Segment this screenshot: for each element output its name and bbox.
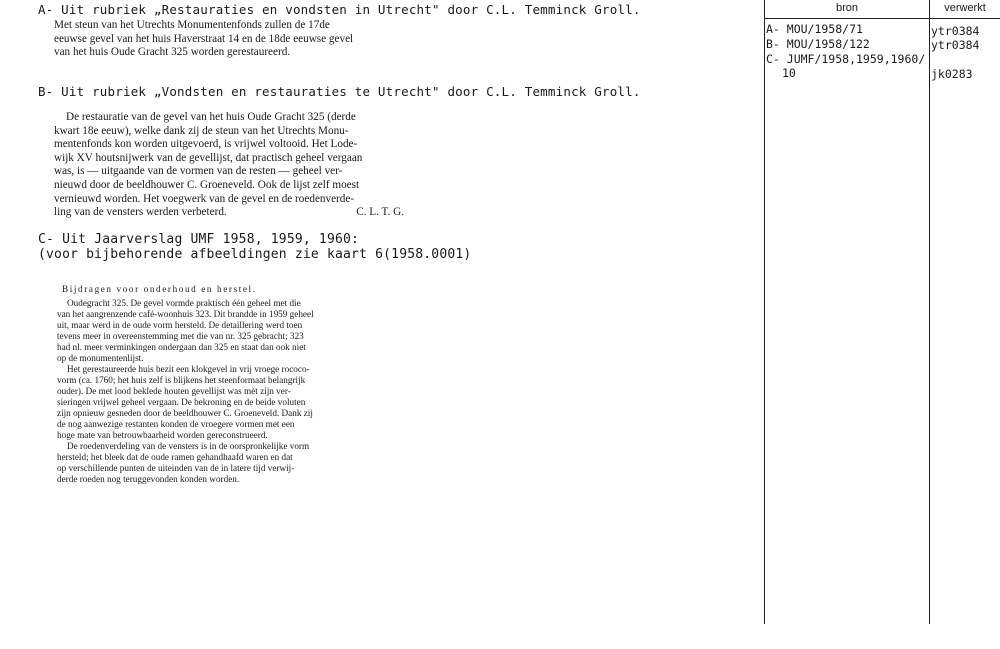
text-line: zijn opnieuw gesneden door de beeldhouwer C. Groeneveld. Dank zij [57, 408, 313, 418]
text-line: tevens meer in overeenstemming met die van nr. 325 gebracht; 323 [57, 331, 304, 341]
text-line: op de monumentenlijst. [57, 353, 144, 363]
bron-cell-b: B- MOU/1958/122 [766, 37, 870, 51]
header-verwerkt: verwerkt [944, 2, 986, 14]
text-line: De roedenverdeling van de vensters is in de oorspronkelijke vorm [67, 441, 310, 451]
table-left-border [764, 0, 765, 624]
text-line: de nog aanwezige restanten konden de vroegere vormen met een [57, 419, 295, 429]
text-line: vorm (ca. 1760; het huis zelf is blijkens het steenformaat belangrijk [57, 375, 306, 385]
section-b-heading: B- Uit rubriek „Vondsten en restauraties te Utrecht" door C.L. Temminck Groll. [38, 84, 641, 99]
verwerkt-cell-b: ytr0384 [931, 38, 980, 52]
text-line: op verschillende punten de uiteinden van de in latere tijd verwij- [57, 463, 295, 473]
section-c-heading: C- Uit Jaarverslag UMF 1958, 1959, 1960: [38, 232, 360, 247]
verwerkt-cell-a: ytr0384 [931, 24, 980, 38]
text-line: van het aangrenzende café-woonhuis 323. Dit brandde in 1959 geheel [57, 309, 314, 319]
section-c-text [57, 298, 314, 485]
text-line: hersteld; het bleek dat de oude ramen gehandhaafd waren en dat [57, 452, 293, 462]
text-line: wijk XV houtsnijwerk van de gevellijst, dat practisch geheel vergaan [54, 151, 363, 164]
bron-cell-a: A- MOU/1958/71 [766, 22, 863, 36]
section-c-bijdragen-title: Bijdragen voor onderhoud en herstel. [62, 284, 257, 294]
text-line: kwart 18e eeuw), welke dank zij de steun van het Utrechts Monu- [54, 124, 349, 137]
text-line: derde roeden nog teruggevonden konden worden. [57, 474, 240, 484]
table-column-divider [929, 0, 930, 624]
section-b-text [54, 111, 404, 220]
bron-cell-c-cont: 10 [782, 66, 796, 80]
text-line: Met steun van het Utrechts Monumentenfonds zullen de 17de [54, 19, 330, 31]
section-a-heading: A- Uit rubriek „Restauraties en vondsten in Utrecht" door C.L. Temminck Groll. [38, 2, 641, 17]
text-line: was, is — uitgaande van de vormen van de resten — geheel ver- [54, 165, 343, 178]
text-line: Het gerestaureerde huis bezit een klokgevel in vrij vroege rococo- [67, 364, 310, 374]
text-line: had nl. meer verminkingen ondergaan dan 325 en staat dan ook niet [57, 342, 306, 352]
text-line: Oudegracht 325. De gevel vormde praktisch één geheel met die [67, 298, 301, 308]
text-line: hoge mate van betrouwbaarheid worden gereconstrueerd. [57, 430, 268, 440]
table-header-divider [764, 18, 1000, 19]
text-line: mentenfonds kon worden uitgevoerd, is vrijwel voltooid. Het Lode- [54, 138, 358, 151]
text-line: sieringen vrijwel geheel vergaan. De bekroning en de beide voluten [57, 397, 306, 407]
signature: C. L. T. G. [356, 206, 404, 219]
text-line: ouder). De met lood beklede houten gevellijst was mèt zijn ver- [57, 386, 291, 396]
text-line: eeuwse gevel van het huis Haverstraat 14 en de 18de eeuwse gevel [54, 32, 354, 45]
text-line: van het huis Oude Gracht 325 worden gerestaureerd. [54, 46, 291, 59]
header-bron: bron [835, 2, 859, 14]
text-line: vernieuwd worden. Het voegwerk van de gevel en de roedenverde- [54, 192, 355, 205]
text-line: nieuwd door de beeldhouwer C. Groeneveld. Ook de lijst zelf moest [54, 178, 360, 191]
section-c-subheading: (voor bijbehorende afbeeldingen zie kaart 6(1958.0001) [38, 247, 472, 262]
text-line: uit, maar werd in de oude vorm hersteld. De detaillering werd toen [57, 320, 303, 330]
text-line: ling van de vensters werden verbeterd. [54, 206, 227, 219]
text-line: De restauratie van de gevel van het huis Oude Gracht 325 (derde [66, 111, 356, 123]
verwerkt-cell-c: jk0283 [931, 67, 973, 81]
text-line-last [54, 206, 404, 220]
bron-cell-c: C- JUMF/1958,1959,1960/ [766, 52, 926, 66]
section-a-text [54, 19, 353, 60]
